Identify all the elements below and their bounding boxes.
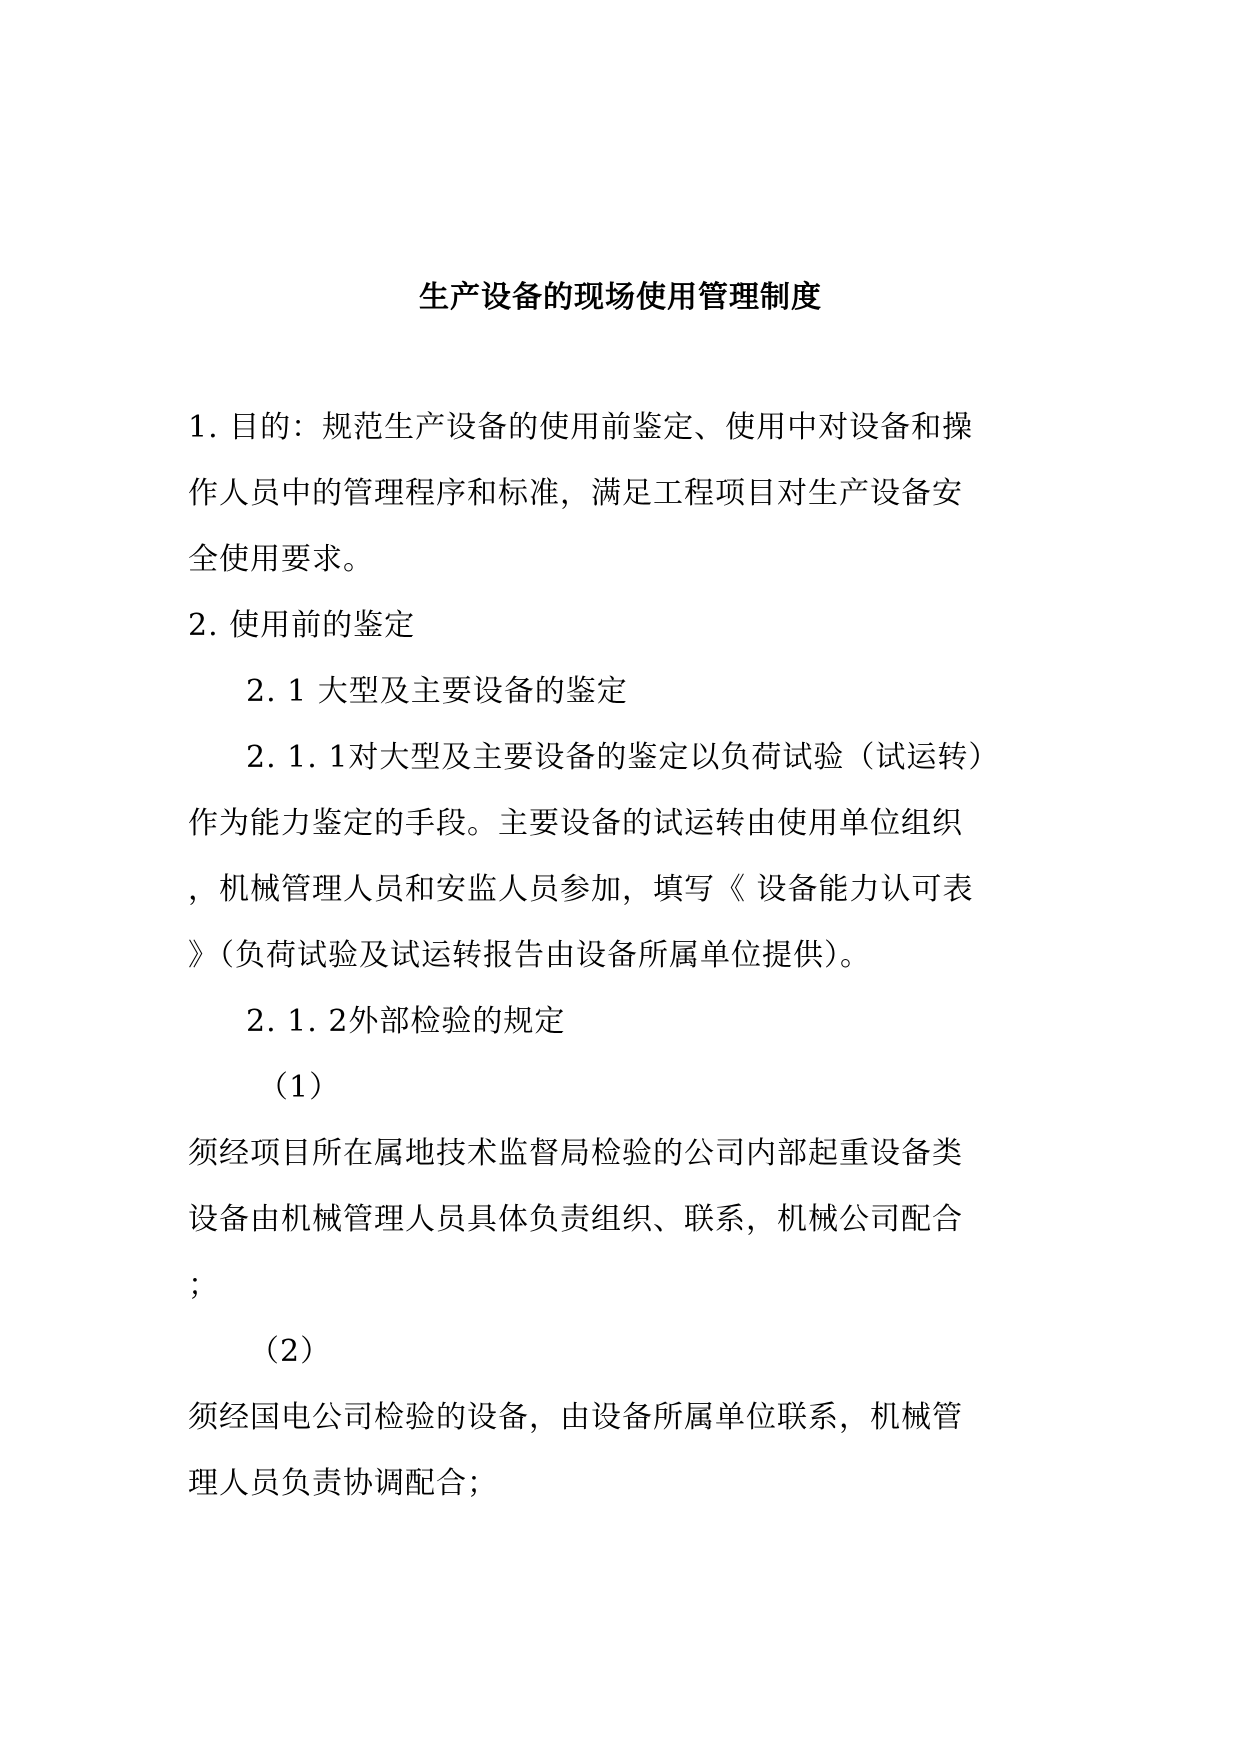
paragraph-line: 2. 1. 1对大型及主要设备的鉴定以负荷试验（试运转） <box>246 740 1000 775</box>
section-heading: 2. 使用前的鉴定 <box>188 608 416 643</box>
subsection-heading: 2. 1. 2外部检验的规定 <box>246 1004 566 1039</box>
list-marker: （2） <box>249 1334 332 1369</box>
paragraph-line: 》（负荷试验及试运转报告由设备所属单位提供）。 <box>188 938 871 973</box>
paragraph-line: 作人员中的管理程序和标准，满足工程项目对生产设备安 <box>188 476 963 511</box>
paragraph-line: 1. 目的：规范生产设备的使用前鉴定、使用中对设备和操 <box>188 410 974 445</box>
paragraph-line: ； <box>188 1268 219 1303</box>
list-marker: （1） <box>258 1070 341 1105</box>
paragraph-line: ，机械管理人员和安监人员参加，填写《 设备能力认可表 <box>188 872 974 907</box>
paragraph-line: 须经项目所在属地技术监督局检验的公司内部起重设备类 <box>188 1136 963 1171</box>
subsection-heading: 2. 1 大型及主要设备的鉴定 <box>246 674 628 709</box>
document-title: 生产设备的现场使用管理制度 <box>419 280 822 315</box>
paragraph-line: 设备由机械管理人员具体负责组织、联系，机械公司配合 <box>188 1202 963 1237</box>
paragraph-line: 理人员负责协调配合； <box>188 1466 498 1501</box>
paragraph-line: 作为能力鉴定的手段。主要设备的试运转由使用单位组织 <box>188 806 963 841</box>
paragraph-line: 须经国电公司检验的设备，由设备所属单位联系，机械管 <box>188 1400 963 1435</box>
paragraph-line: 全使用要求。 <box>188 542 374 577</box>
